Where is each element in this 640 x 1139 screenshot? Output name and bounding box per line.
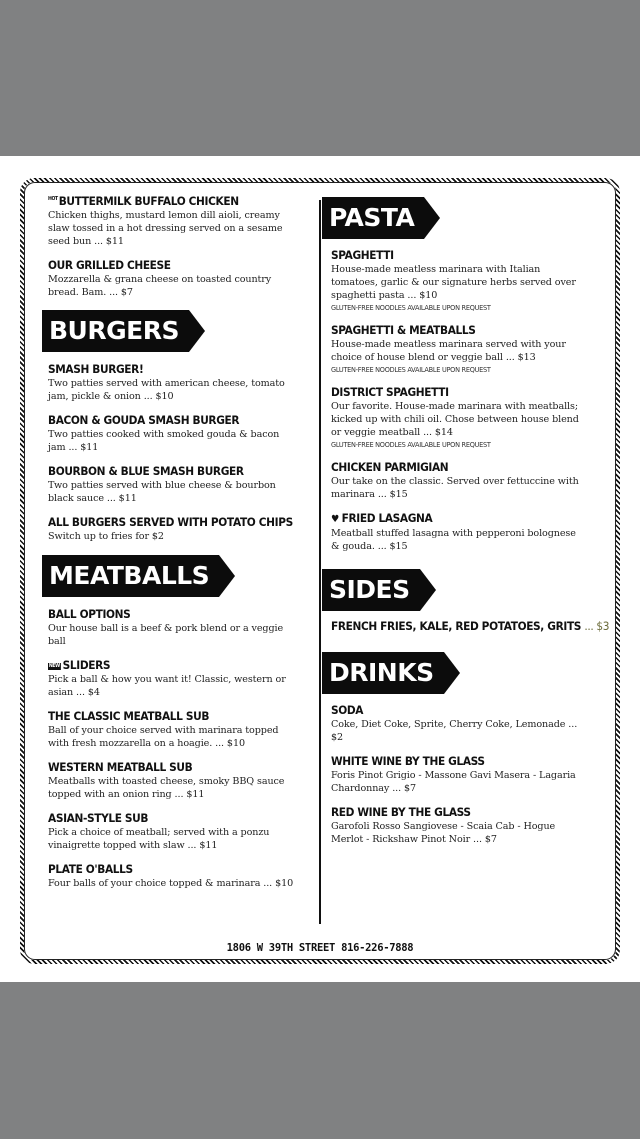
column-divider: [319, 200, 321, 924]
item-description: Garofoli Rosso Sangiovese - Scaia Cab - Hogue Merlot - Rickshaw Pinot Noir ... $7: [331, 821, 556, 845]
item-name: ALL BURGERS SERVED WITH POTATO CHIPS: [48, 514, 293, 529]
right-column: [329, 197, 610, 846]
item-name: $^{HOT}$BUTTERMILK BUFFALO CHICKEN: [48, 193, 239, 208]
menu-item: [48, 709, 298, 750]
item-description: Pick a choice of meatball; served with a ponzu vinaigrette topped with slaw ... $11: [48, 826, 270, 851]
item-name: CHICKEN PARMIGIAN: [331, 460, 449, 474]
item-name: ASIAN-STYLE SUB: [48, 810, 149, 825]
menu-item: [331, 385, 585, 451]
item-name: SMASH BURGER!: [48, 361, 144, 376]
menu-item: [48, 811, 298, 852]
menu-item: [331, 323, 585, 376]
item-description: Pick a ball & how you want it! Classic, western or asian ... $4: [48, 673, 286, 698]
gluten-free-note: GLUTEN-FREE NOODLES AVAILABLE UPON REQUEST: [331, 365, 491, 374]
menu-item: [48, 192, 298, 248]
item-name: THE CLASSIC MEATBALL SUB: [48, 708, 210, 723]
item-name: WESTERN MEATBALL SUB: [48, 759, 193, 774]
item-description: House-made meatless marinara with Italian tomatoes, garlic & our signature herbs served over spaghetti pasta ... $10: [331, 264, 576, 301]
item-description: Meatballs with toasted cheese, smoky BBQ sauce topped with an onion ring ... $11: [48, 775, 285, 800]
menu-item: [331, 703, 585, 744]
item-name: WHITE WINE BY THE GLASS: [331, 754, 485, 768]
item-description: Mozzarella & grana cheese on toasted country bread. Bam. ... $7: [48, 273, 272, 298]
item-description: Meatball stuffed lasagna with pepperoni bolognese & gouda. ... $15: [331, 528, 576, 552]
gluten-free-note: GLUTEN-FREE NOODLES AVAILABLE UPON REQUEST: [331, 303, 491, 312]
item-description: House-made meatless marinara served with your choice of house blend or veggie ball ... $13: [331, 339, 566, 363]
left-column: [48, 192, 298, 890]
item-name: BACON & GOUDA SMASH BURGER: [48, 412, 240, 427]
item-name: NEW SLIDERS: [48, 657, 111, 672]
item-name: SODA: [331, 703, 364, 717]
item-description: Our take on the classic. Served over fettuccine with marinara ... $15: [331, 476, 579, 500]
menu-item: [331, 754, 585, 795]
heart-icon: ♥: [331, 514, 339, 525]
section-banner-burgers: BURGERS: [42, 310, 189, 352]
item-description: Two patties served with american cheese, tomato jam, pickle & onion ... $10: [48, 377, 285, 402]
sides-line: [331, 619, 610, 634]
item-name: ♥ FRIED LASAGNA: [331, 511, 433, 525]
menu-item: [48, 658, 298, 699]
menu-item: [48, 760, 298, 801]
menu-item: [48, 515, 298, 543]
item-description: Two patties served with blue cheese & bourbon black sauce ... $11: [48, 479, 276, 504]
item-name: PLATE O'BALLS: [48, 861, 133, 876]
item-name: SPAGHETTI: [331, 248, 394, 262]
menu-item: [331, 248, 585, 314]
item-description: Our house ball is a beef & pork blend or a veggie ball: [48, 622, 284, 647]
item-description: Two patties cooked with smoked gouda & bacon jam ... $11: [48, 428, 280, 453]
item-name: BALL OPTIONS: [48, 606, 131, 621]
sides-price: ... $3: [584, 619, 610, 633]
item-description: Ball of your choice served with marinara topped with fresh mozzarella on a hoagie. ... $10: [48, 724, 279, 749]
menu-item: [331, 460, 585, 501]
gluten-free-note: GLUTEN-FREE NOODLES AVAILABLE UPON REQUEST: [331, 440, 491, 449]
menu-page: [0, 156, 640, 982]
menu-item: [48, 464, 298, 505]
section-banner-pasta: PASTA: [322, 197, 424, 239]
menu-item: [331, 511, 585, 553]
section-banner-sides: SIDES: [322, 569, 420, 611]
item-name: DISTRICT SPAGHETTI: [331, 385, 449, 399]
item-description: Switch up to fries for $2: [48, 530, 164, 542]
section-banner-meatballs: MEATBALLS: [42, 555, 219, 597]
item-description: Four balls of your choice topped & marinara ... $10: [48, 877, 294, 889]
menu-item: [48, 862, 298, 890]
menu-item: [48, 413, 298, 454]
address-footer: 1806 W 39TH STREET 816-226-7888: [226, 942, 414, 954]
item-description: Coke, Diet Coke, Sprite, Cherry Coke, Lemonade ... $2: [331, 719, 578, 743]
menu-item: [48, 362, 298, 403]
section-banner-drinks: DRINKS: [322, 652, 444, 694]
item-name: BOURBON & BLUE SMASH BURGER: [48, 463, 244, 478]
hot-tag: HOT: [48, 196, 58, 202]
item-name: OUR GRILLED CHEESE: [48, 257, 171, 272]
menu-item: [48, 607, 298, 648]
menu-item: [48, 258, 298, 299]
item-description: Our favorite. House-made marinara with meatballs; kicked up with chili oil. Chose between house blend or veggie meatball ... $14: [331, 401, 579, 438]
item-description: Foris Pinot Grigio - Massone Gavi Masera - Lagaria Chardonnay ... $7: [331, 770, 576, 794]
item-name: FRENCH FRIES, KALE, RED POTATOES, GRITS ... $3: [331, 619, 610, 633]
new-tag: NEW: [48, 662, 60, 669]
item-name: SPAGHETTI & MEATBALLS: [331, 323, 476, 337]
item-description: Chicken thighs, mustard lemon dill aioli, creamy slaw tossed in a hot dressing served on a sesame seed bun ... $11: [48, 209, 283, 247]
menu-item: [331, 805, 585, 846]
item-name: RED WINE BY THE GLASS: [331, 805, 471, 819]
